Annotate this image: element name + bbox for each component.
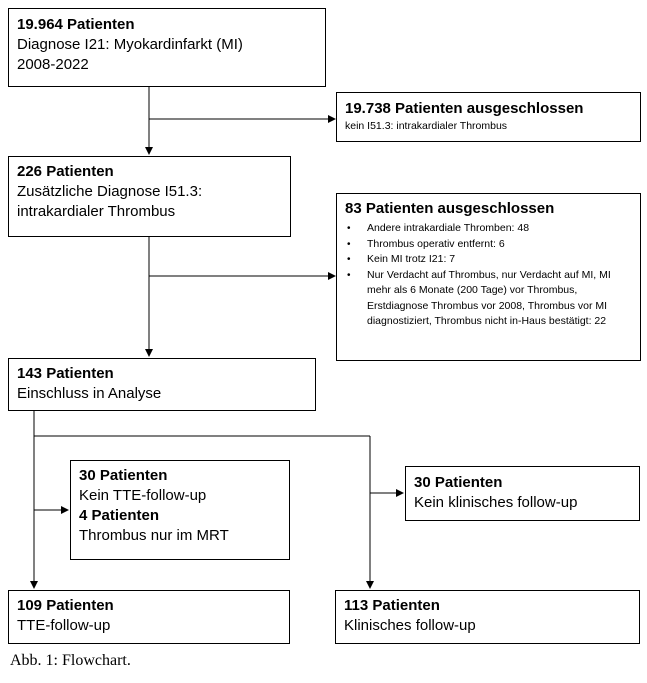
no-clinical-line1: Kein klinisches follow-up — [414, 494, 578, 511]
tte-line1: TTE-follow-up — [17, 617, 111, 634]
second-title: 226 Patienten — [17, 163, 114, 180]
excluded2-item: • Nur Verdacht auf Thrombus, nur Verdacht auf MI, MI mehr als 6 Monate (200 Tage) vor Thrombus, Erstdiagnose Thrombus vor 2008, Thrombus vor MI diagnostiziert, Thrombus nicht in-Haus bestätigt: 22 — [345, 268, 632, 330]
figure-caption: Abb. 1: Flowchart. — [10, 652, 131, 669]
no-clinical-title: 30 Patienten — [414, 474, 503, 491]
no-tte-title2: 4 Patienten — [79, 507, 160, 524]
clinical-line1: Klinisches follow-up — [344, 617, 476, 634]
excluded1-box — [336, 92, 641, 142]
tte-box — [8, 590, 290, 644]
no-tte-line1: Kein TTE-follow-up — [79, 487, 207, 504]
start-line2: 2008-2022 — [17, 56, 89, 73]
excluded1-note: kein I51.3: intrakardialer Thrombus — [345, 120, 508, 132]
excluded2-box — [336, 193, 641, 361]
start-title: 19.964 Patienten — [17, 16, 135, 33]
second-line2: intrakardialer Thrombus — [17, 203, 176, 220]
clinical-box — [335, 590, 640, 644]
no-tte-title1: 30 Patienten — [79, 467, 168, 484]
tte-title: 109 Patienten — [17, 597, 114, 614]
analysis-box — [8, 358, 316, 411]
excluded1-title: 19.738 Patienten ausgeschlossen — [345, 100, 584, 117]
excluded2-title: 83 Patienten ausgeschlossen — [345, 200, 555, 217]
excluded2-item: • Thrombus operativ entfernt: 6 — [345, 237, 632, 253]
analysis-title: 143 Patienten — [17, 365, 114, 382]
second-box — [8, 156, 291, 237]
excluded2-list — [345, 221, 632, 330]
excluded2-item: • Andere intrakardiale Thromben: 48 — [345, 221, 632, 237]
clinical-title: 113 Patienten — [344, 597, 440, 614]
second-line1: Zusätzliche Diagnose I51.3: — [17, 183, 203, 200]
no-tte-box — [70, 460, 290, 560]
no-clinical-box — [405, 466, 640, 521]
start-box — [8, 8, 326, 87]
analysis-line1: Einschluss in Analyse — [17, 385, 162, 402]
excluded2-item: • Kein MI trotz I21: 7 — [345, 252, 632, 268]
no-tte-line2: Thrombus nur im MRT — [79, 527, 229, 544]
start-line1: Diagnose I21: Myokardinfarkt (MI) — [17, 36, 243, 53]
